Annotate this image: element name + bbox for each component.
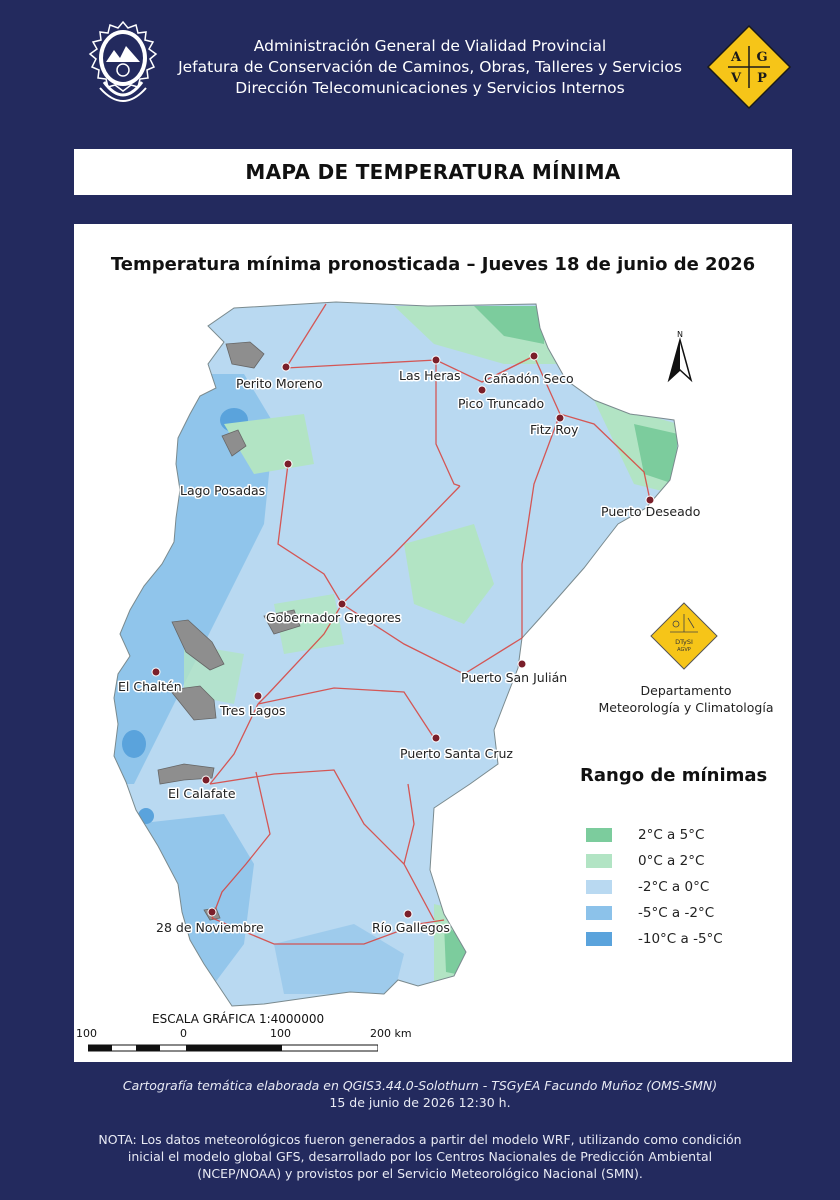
footer-credit: [30, 1077, 810, 1111]
agvp-letter-p: P: [757, 71, 767, 86]
city-dot: [254, 692, 262, 700]
legend-swatch: [586, 854, 612, 868]
legend-swatch: [586, 906, 612, 920]
legend: [586, 822, 786, 952]
header-line-3: Dirección Telecomunicaciones y Servicios Internos: [235, 79, 625, 97]
legend-swatch: [586, 828, 612, 842]
city-dot: [152, 668, 160, 676]
city-dot: [208, 908, 216, 916]
legend-item: [586, 926, 786, 952]
city-dot: [202, 776, 210, 784]
agvp-logo-icon: [706, 24, 792, 110]
city-label-el-calafate: El Calafate: [168, 786, 236, 801]
dtysi-logo-text: DTySI: [675, 638, 693, 646]
header: [0, 0, 840, 140]
city-label-fitz-roy: Fitz Roy: [530, 422, 579, 437]
department-name: [586, 682, 786, 716]
map-subtitle: Temperatura mínima pronosticada – Jueves 18 de junio de 2026: [110, 254, 756, 275]
map-panel: [74, 224, 792, 1062]
city-label-puerto-san-julian: Puerto San Julián: [461, 670, 568, 685]
legend-title: Rango de mínimas: [580, 765, 768, 786]
legend-item: [586, 900, 786, 926]
footer-note-line-1: NOTA: Los datos meteorológicos fueron generados a partir del modelo WRF, utilizando como condición: [98, 1132, 742, 1147]
city-dot: [432, 734, 440, 742]
city-dot: [556, 414, 564, 422]
scale-bar: [88, 1042, 378, 1054]
city-dot: [530, 352, 538, 360]
agvp-letter-v: V: [730, 71, 742, 86]
city-dot: [404, 910, 412, 918]
legend-label: -5°C a -2°C: [638, 905, 715, 921]
city-label-pico-truncado: Pico Truncado: [458, 396, 545, 411]
city-label-el-chalten: El Chaltén: [118, 679, 182, 694]
scale-tick-label: 100: [76, 1027, 97, 1040]
legend-item: [586, 822, 786, 848]
city-dot: [518, 660, 526, 668]
city-dot: [646, 496, 654, 504]
city-label-canadon-seco: Cañadón Seco: [484, 371, 574, 386]
legend-label: 0°C a 2°C: [638, 853, 705, 869]
scale-tick-label: 100: [270, 1027, 291, 1040]
city-dot: [282, 363, 290, 371]
provincial-seal-icon: [84, 18, 162, 114]
dtysi-logo-icon: [651, 603, 717, 669]
city-label-gobernador-gregores: Gobernador Gregores: [266, 610, 402, 625]
legend-swatch: [586, 880, 612, 894]
scale-title: ESCALA GRÁFICA 1:4000000: [152, 1012, 325, 1026]
legend-label: 2°C a 5°C: [638, 827, 705, 843]
department-line-2: Meteorología y Climatología: [598, 700, 774, 715]
footer-note: [30, 1131, 810, 1182]
legend-item: [586, 874, 786, 900]
city-label-rio-gallegos: Río Gallegos: [372, 920, 450, 935]
header-institution-text: [160, 36, 700, 99]
city-label-puerto-santa-cruz: Puerto Santa Cruz: [400, 746, 513, 761]
city-label-tres-lagos: Tres Lagos: [220, 703, 286, 718]
footer-credit-line-1: Cartografía temática elaborada en QGIS3.44.0-Solothurn - TSGyEA Facundo Muñoz (OMS-SMN): [122, 1078, 718, 1093]
city-dot: [432, 356, 440, 364]
scale-tick-label: 0: [180, 1027, 187, 1040]
city-label-28-de-noviembre: 28 de Noviembre: [156, 920, 264, 935]
city-dot: [478, 386, 486, 394]
footer-note-line-2: inicial el modelo global GFS, desarrollado por los Centros Nacionales de Predicción Ambiental: [127, 1149, 713, 1164]
agvp-small-logo-text: AGVP: [677, 647, 691, 653]
header-line-2: Jefatura de Conservación de Caminos, Obras, Talleres y Servicios: [178, 58, 682, 76]
map-title-box: [74, 149, 792, 195]
legend-swatch: [586, 932, 612, 946]
city-label-puerto-deseado: Puerto Deseado: [601, 504, 701, 519]
city-dot: [284, 460, 292, 468]
city-label-lago-posadas: Lago Posadas: [180, 483, 266, 498]
footer-credit-line-2: 15 de junio de 2026 12:30 h.: [329, 1095, 511, 1110]
agvp-letter-a: A: [730, 50, 742, 65]
legend-label: -10°C a -5°C: [638, 931, 723, 947]
city-label-perito-moreno: Perito Moreno: [236, 376, 323, 391]
city-label-las-heras: Las Heras: [399, 368, 461, 383]
header-line-1: Administración General de Vialidad Provincial: [253, 37, 607, 55]
scale-tick-label: 200 km: [370, 1027, 412, 1040]
department-line-1: Departamento: [640, 683, 732, 698]
legend-item: [586, 848, 786, 874]
north-arrow-icon: [669, 330, 691, 380]
north-label: N: [677, 330, 683, 339]
agvp-letter-g: G: [756, 50, 768, 65]
legend-label: -2°C a 0°C: [638, 879, 710, 895]
map-title: MAPA DE TEMPERATURA MÍNIMA: [245, 160, 621, 184]
city-dot: [338, 600, 346, 608]
footer-note-line-3: (NCEP/NOAA) y provistos por el Servicio Meteorológico Nacional (SMN).: [197, 1166, 643, 1181]
